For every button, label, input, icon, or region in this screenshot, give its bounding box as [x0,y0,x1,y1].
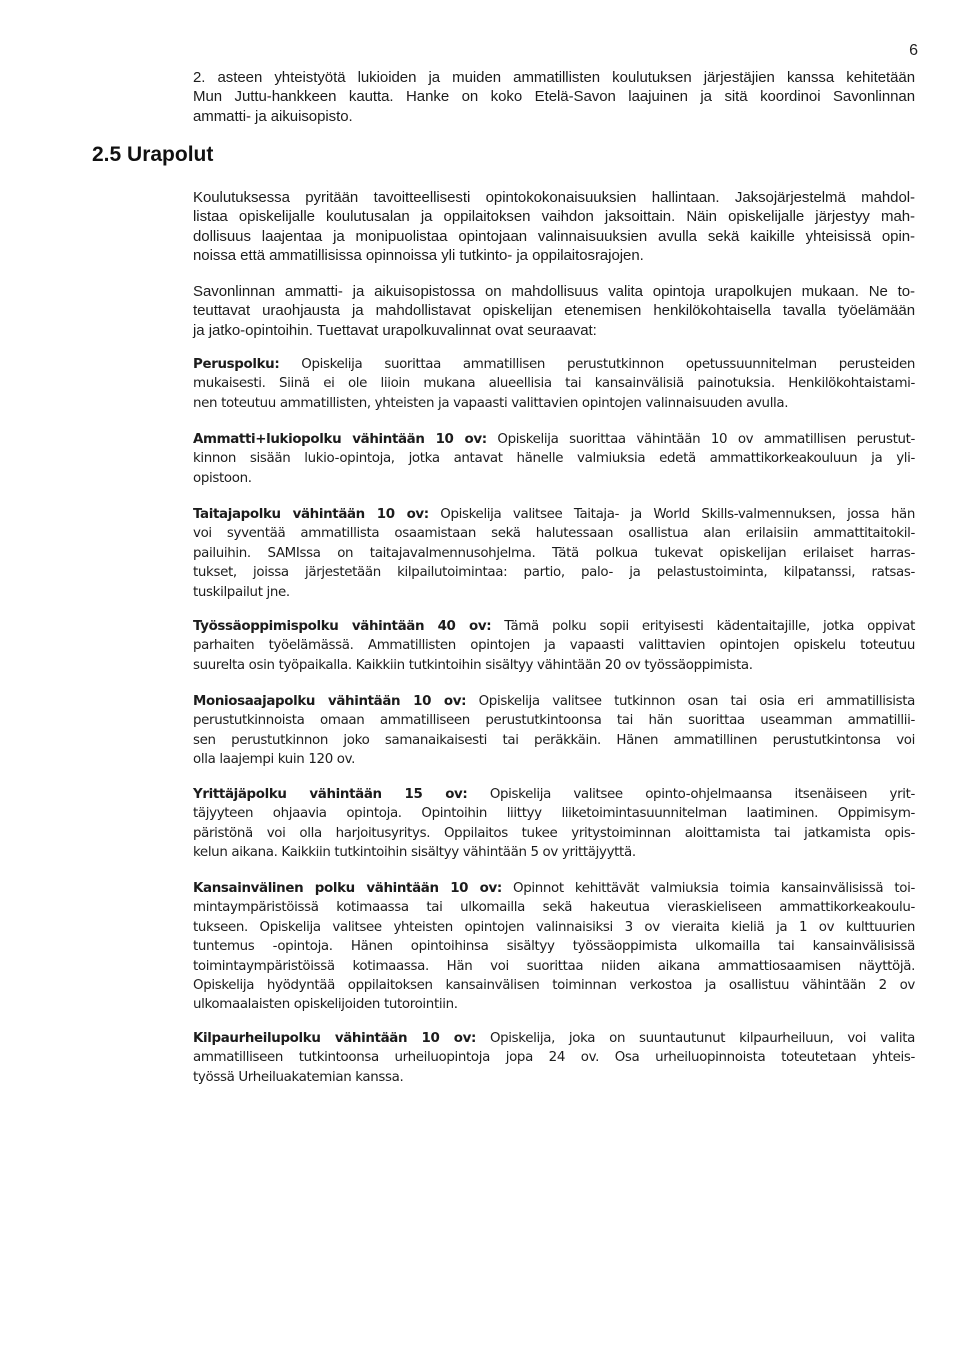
path-title: Taitajapolku vähintään 10 ov: [193,507,429,522]
text-line: nen toteutuu ammatillisten, yhteisten ja vapaasti valittavien opintojen valinnaisuuden avulla. [193,395,789,411]
text-line: pailuihin. SAMIssa on taitajavalmennusohjelma. Tätä polkua tukevat opiskelijan erilaiset harras- [193,545,915,561]
path-yrittajapolku [193,785,915,863]
page-number: 6 [909,42,918,59]
text-line: ulkomaalaisten opiskelijoiden tutorointiin. [193,997,458,1013]
text-line: Koulutuksessa pyritään tavoitteellisesti opintokokonaisuuksien hallintaan. Jaksojärjestelmä mahdol- [193,189,915,206]
path-taitajapolku [193,505,915,602]
text-line: noissa että ammatillisissa opinnoissa yli tutkinto- ja oppilaitosrajojen. [193,247,644,265]
path-ammatti-lukiopolku [193,430,915,488]
text-line: Taitajapolku vähintään 10 ov: Opiskelija valitsee Taitaja- ja World Skills-valmennuksen, jossa hän [193,507,915,522]
paragraph-opintokokonaisuudet [193,188,915,266]
text-line: perustutkinnoista omaan ammatilliseen perustutkintoonsa tai hän suorittaa useamman ammatillii- [193,713,915,729]
path-title: Yrittäjäpolku vähintään 15 ov: [193,787,468,802]
text-line: sen perustutkinnon joko samanaikaisesti tai peräkkäin. Hänen ammatillinen perustutkintonsa voi [193,732,915,748]
text-line: olla laajempi kuin 120 ov. [193,752,356,768]
text-line: opistoon. [193,470,252,486]
text-line: toimintaympäristöissä kotimaassa. Hän voi suorittaa niiden aikana ammattiosaamisen näyttöjä. [193,958,915,974]
text-line: ja jatko-opintoihin. Tuettavat urapolkuvalinnat ovat seuraavat: [193,321,597,339]
text-line: 2. asteen yhteistyötä lukioiden ja muiden ammatillisten koulutuksen järjestäjien kanssa kehitetään [193,69,915,86]
text-line: Työssäoppimispolku vähintään 40 ov: Tämä polku sopii erityisesti kädentaitajille, jotka oppivat [193,619,915,634]
path-title: Kilpaurheilupolku vähintään 10 ov: [193,1031,476,1046]
path-kansainvalinen-polku [193,879,915,1015]
text-line: teuttavat uraohjausta ja mahdollistavat opiskelijan etenemisen henkilökohtaisella tavalla työelämään [193,302,915,320]
text-line: työssä Urheiluakatemian kanssa. [193,1069,404,1085]
text-line: Kansainvälinen polku vähintään 10 ov: Opinnot kehittävät valmiuksia toimia kansainvälisissä toi- [193,881,915,896]
text-line: tuntemus -opintoja. Hänen opintoihinsa sisältyy työssäoppimista ulkomailla tai kansainvälisissä [193,939,915,955]
path-title: Kansainvälinen polku vähintään 10 ov: [193,881,502,896]
text-line: tukseen. Opiskelija valitsee yhteisten opintojen valinnaisiksi 3 ov vieraita kieliä ja 1 ov kulttuurien [193,919,915,935]
path-title: Työssäoppimispolku vähintään 40 ov: [193,619,492,634]
path-title: Peruspolku: [193,357,280,372]
text-line: Mun Juttu-hankkeen kautta. Hanke on koko Etelä-Savon laajuinen ja sitä koordinoi Savonlinnan [193,88,915,106]
text-line: tuskilpailut jne. [193,584,290,600]
text-line: Opiskelija hyödyntää oppilaitoksen kansainvälisen toiminnan verkostoa ja osallistuu vähintään 2 ov [193,978,915,994]
text-line: listaa opiskelijalle koulutusalan ja oppilaitoksen vaihdon jaksoittain. Näin opiskelijalle järjestyy mah- [193,208,915,226]
path-title: Ammatti+lukiopolku vähintään 10 ov: [193,432,487,447]
text-line: voi syventää ammatillista osaamistaan sekä halutessaan osallistua alan erilaisiin ammattitaitokil- [193,526,915,542]
text-line: päristönä voi olla harjoitusyritys. Oppilaitos tukee yritystoiminnan aloittamista tai jatkamista opis- [193,825,915,841]
text-line: Ammatti+lukiopolku vähintään 10 ov: Opiskelija suorittaa vähintään 10 ov ammatillisen perustut- [193,432,915,447]
text-line: Moniosaajapolku vähintään 10 ov: Opiskelija valitsee tutkinnon osan tai osia eri ammatillisista [193,694,915,709]
paragraph-urapolut-intro [193,282,915,340]
text-line: Yrittäjäpolku vähintään 15 ov: Opiskelija valitsee opinto-ohjelmaansa itsenäiseen yrit- [193,787,916,802]
text-line: täjyyteen ohjaavia opintoja. Opintoihin liittyy liiketoimintasuunnitelman laatiminen. Oppimisym- [193,806,915,822]
text-line: mukaisesti. Siinä ei ole liioin mukana alueellisia tai kansainvälisiä painotuksia. Henkilökohtaistami- [193,376,915,392]
intro-paragraph [193,68,915,126]
path-tyossaoppimispolku [193,617,915,675]
path-title: Moniosaajapolku vähintään 10 ov: [193,694,467,709]
text-line: mintaympäristöissä kotimaassa tai ulkomailla sekä hakeutua vieraskieliseen ammattikorkeakoulu- [193,900,915,916]
text-line: tukset, joissa järjestetään kilpailutoimintaa: partio, palo- ja pelastustoiminta, kilpatanssi, ratsas- [193,565,915,581]
path-moniosaajapolku [193,692,915,770]
text-line: suurelta osin työpaikalla. Kaikkiin tutkintoihin sisältyy vähintään 20 ov työssäoppimista. [193,657,753,673]
text-line: ammatilliseen tutkintoonsa urheiluopintoja jopa 24 ov. Osa urheiluopinnoista toteutetaan yhteis- [193,1050,915,1066]
path-kilpaurheilupolku [193,1029,915,1087]
path-peruspolku [193,355,915,413]
text-line: parhaiten työelämässä. Ammatillisten opintojen ja vapaasti valittavien opintojen opiskelu toteutuu [193,638,915,654]
text-line: Peruspolku: Opiskelija suorittaa ammatillisen perustutkinnon opetussuunnitelman perusteiden [193,357,915,372]
text-line: kinnon sisään lukio-opintoja, jotka antavat hänelle valmiuksia edetä ammattikorkeakouluun ja yli- [193,451,915,467]
text-line: Kilpaurheilupolku vähintään 10 ov: Opiskelija, joka on suuntautunut kilpaurheiluun, voi valita [193,1031,915,1046]
section-heading: 2.5 Urapolut [92,143,214,166]
text-line: ammatti- ja aikuisopisto. [193,107,353,125]
text-line: dollisuus laajentaa ja monipuolistaa opintojaan valinnaisuuksien avulla sekä kaikille yhteisissä opin- [193,227,915,245]
text-line: Savonlinnan ammatti- ja aikuisopistossa on mahdollisuus valita opintoja urapolkujen mukaan. Ne to- [193,283,915,300]
text-line: kelun aikana. Kaikkiin tutkintoihin sisältyy vähintään 5 ov yrittäjyyttä. [193,845,636,861]
